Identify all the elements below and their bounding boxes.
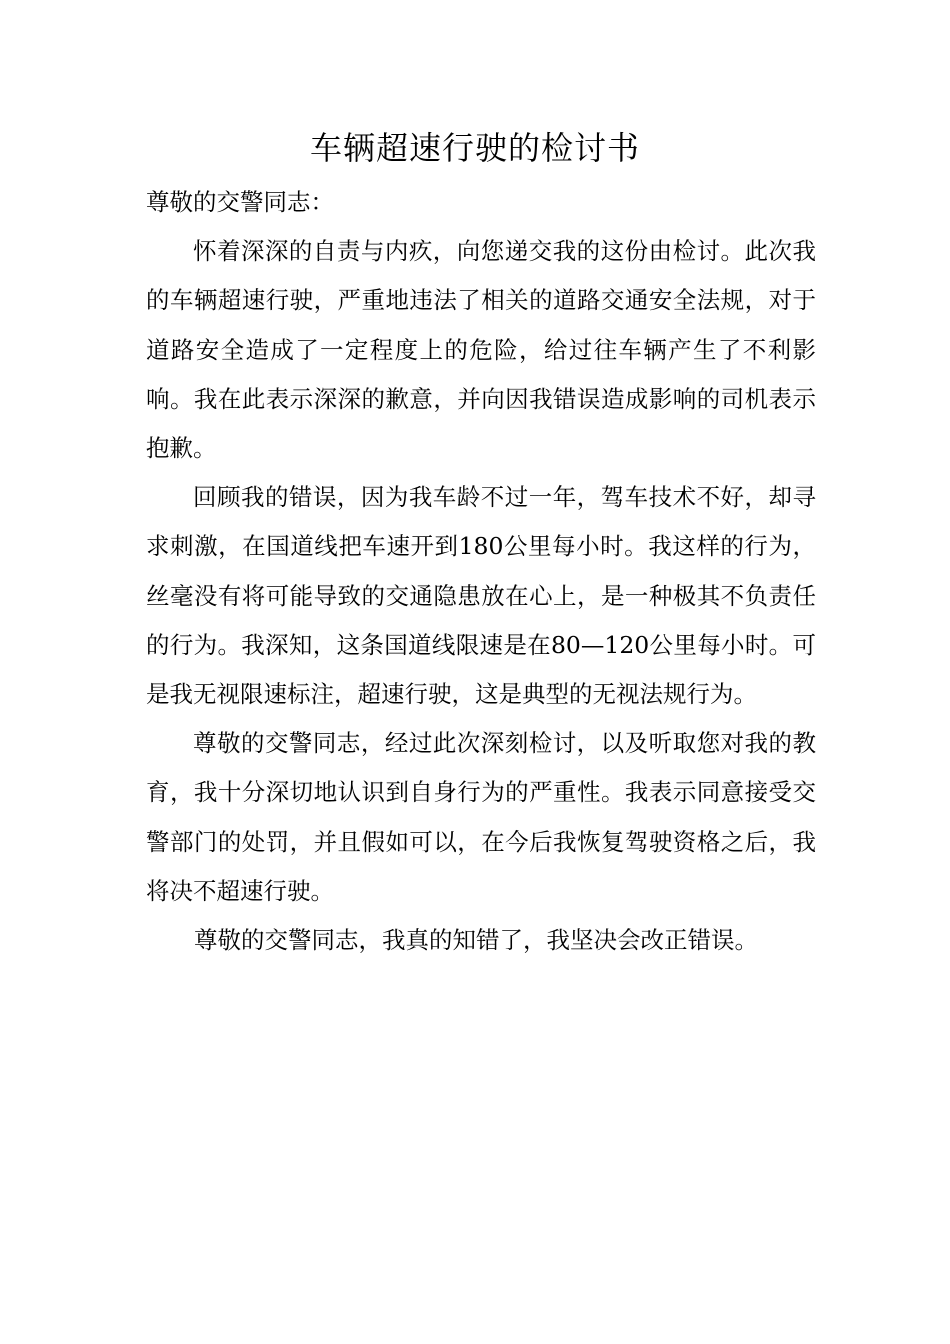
salutation: 尊敬的交警同志： [146,188,334,216]
paragraph-3: 尊敬的交警同志，经过此次深刻检讨，以及听取您对我的教育，我十分深切地认识到自身行为的严重性。我表示同意接受交警部门的处罚，并且假如可以，在今后我恢复驾驶资格之后，我将决不超速行驶。 [146,729,816,905]
document-title: 车辆超速行驶的检讨书 [309,129,640,167]
closing-line: 尊敬的交警同志，我真的知错了，我坚决会改正错误。 [194,926,758,955]
document-body [146,178,816,965]
paragraph-2: 回顾我的错误，因为我车龄不过一年，驾车技术不好，却寻求刺激，在国道线把车速开到180公里每小时。我这样的行为，丝毫没有将可能导致的交通隐患放在心上，是一种极其不负责任的行为。我深知，这条国道线限速是在80—120公里每小时。可是我无视限速标注，超速行驶，这是典型的无视法规行为。 [146,483,816,709]
paragraph-1: 怀着深深的自责与内疚，向您递交我的这份由检讨。此次我的车辆超速行驶，严重地违法了相关的道路交通安全法规，对于道路安全造成了一定程度上的危险，给过往车辆产生了不利影响。我在此表示深深的歉意，并向因我错误造成影响的司机表示抱歉。 [146,237,816,463]
